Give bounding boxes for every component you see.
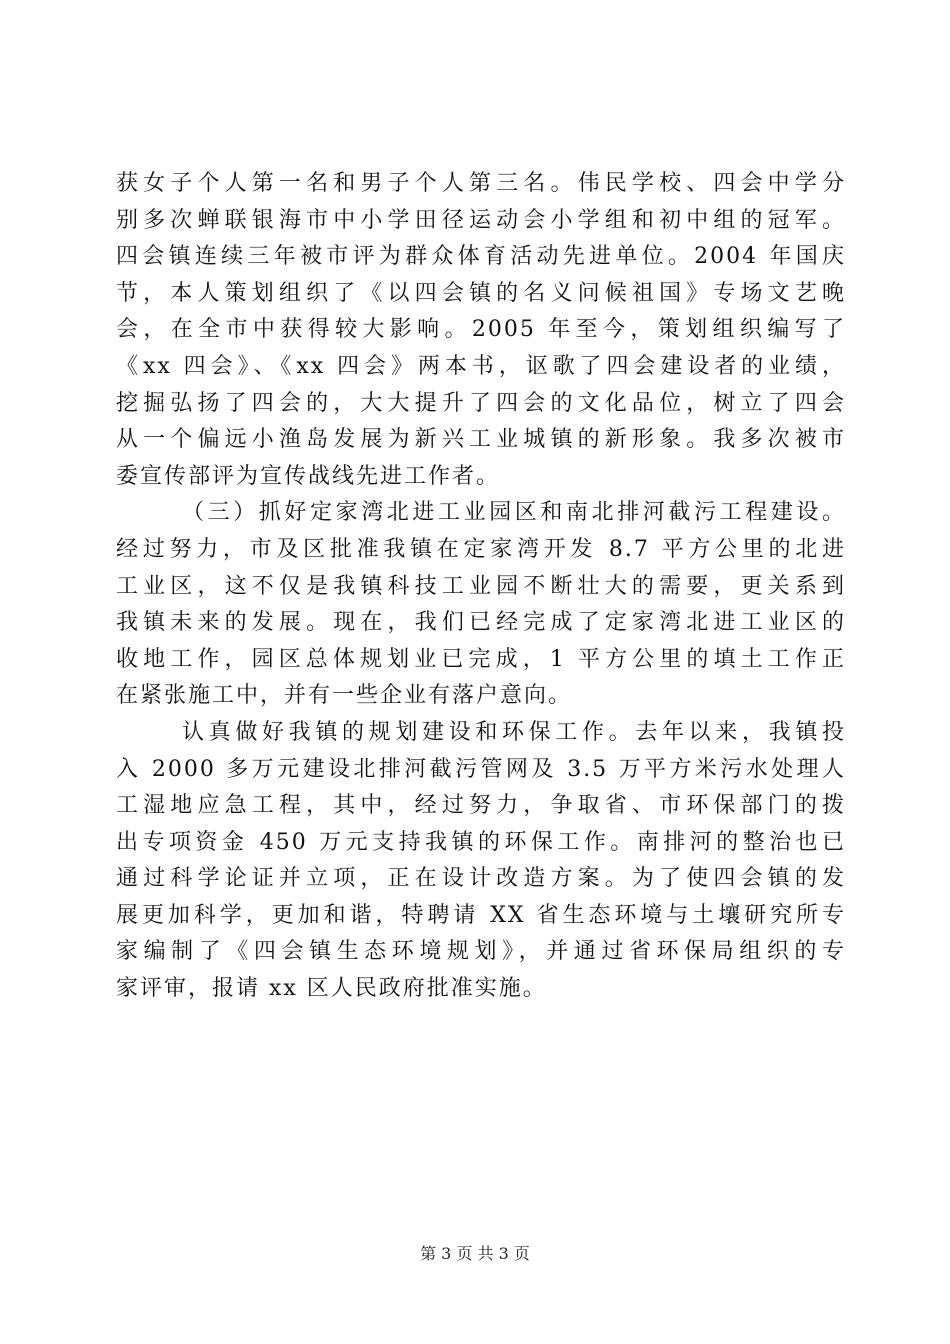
text-line: 别多次蝉联银海市中小学田径运动会小学组和初中组的冠军。 — [116, 207, 846, 233]
text-line: 家编制了《四会镇生态环境规划》，并通过省环保局组织的专 — [116, 939, 846, 965]
text-line: 在紧张施工中，并有一些企业有落户意向。 — [116, 683, 573, 709]
text-line: 获女子个人第一名和男子个人第三名。伟民学校、四会中学分 — [116, 171, 846, 196]
text-line: 认真做好我镇的规划建设和环保工作。去年以来，我镇投 — [182, 719, 846, 745]
text-line: 经过努力，市及区批准我镇在定家湾开发 8.7 平方公里的北进 — [116, 536, 846, 562]
text-line: 我镇未来的发展。现在，我们已经完成了定家湾北进工业区的 — [116, 610, 846, 636]
text-line: 工业区，这不仅是我镇科技工业园不断壮大的需要，更关系到 — [116, 573, 846, 599]
text-line: 挖掘弘扬了四会的，大大提升了四会的文化品位，树立了四会 — [116, 390, 846, 416]
text-line: 出专项资金 450 万元支持我镇的环保工作。南排河的整治也已 — [116, 829, 846, 855]
text-line: 家评审，报请 xx 区人民政府批准实施。 — [116, 976, 547, 1002]
text-line: 入 2000 多万元建设北排河截污管网及 3.5 万平方米污水处理人 — [116, 756, 846, 782]
text-line: 节，本人策划组织了《以四会镇的名义问候祖国》专场文艺晚 — [116, 280, 846, 306]
text-line: （三）抓好定家湾北进工业园区和南北排河截污工程建设。 — [182, 500, 846, 526]
body-text — [116, 166, 846, 1008]
text-line: 工湿地应急工程，其中，经过努力，争取省、市环保部门的拨 — [116, 793, 846, 819]
text-line: 展更加科学，更加和谐，特聘请 XX 省生态环境与土壤研究所专 — [116, 902, 846, 928]
text-line: 收地工作，园区总体规划业已完成，1 平方公里的填土工作正 — [116, 646, 846, 672]
text-line: 四会镇连续三年被市评为群众体育活动先进单位。2004 年国庆 — [116, 244, 846, 270]
text-line: 从一个偏远小渔岛发展为新兴工业城镇的新形象。我多次被市 — [116, 427, 846, 453]
text-line: 通过科学论证并立项，正在设计改造方案。为了使四会镇的发 — [116, 866, 846, 892]
text-line: 会，在全市中获得较大影响。2005 年至今，策划组织编写了 — [116, 317, 846, 343]
text-line: 《xx 四会》、《xx 四会》两本书，讴歌了四会建设者的业绩， — [116, 353, 846, 379]
text-line: 委宣传部评为宣传战线先进工作者。 — [116, 463, 501, 489]
page-footer: 第 3 页 共 3 页 — [420, 1244, 530, 1263]
